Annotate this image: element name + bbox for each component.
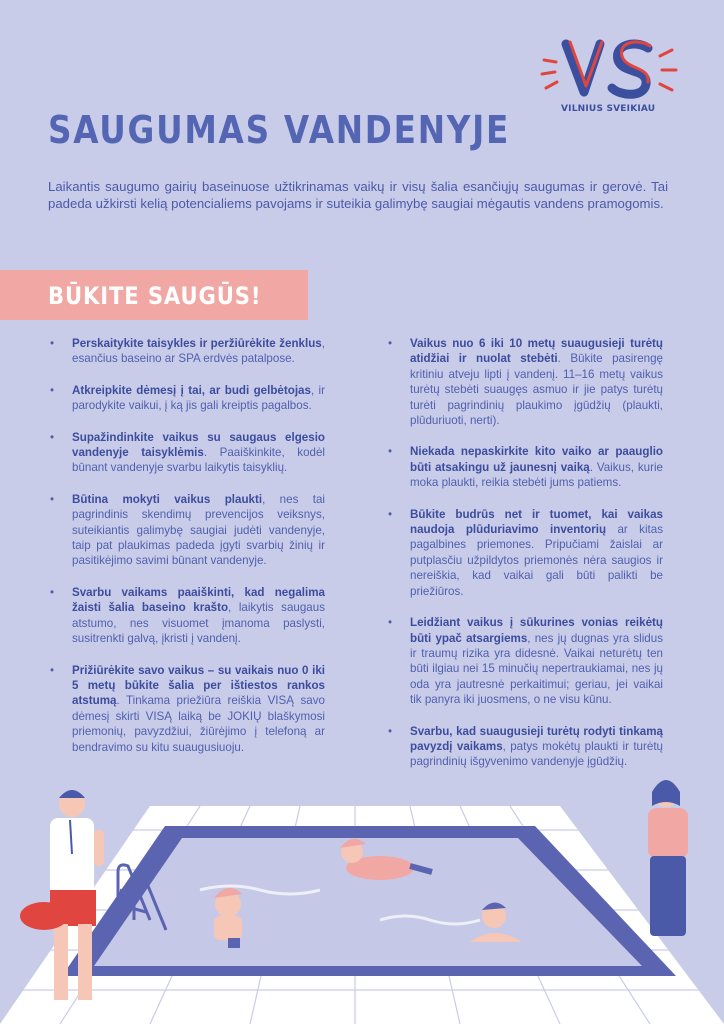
tip-text: , ir parodykite vaikui, į ką jis gali kreiptis pagalbos. (72, 383, 325, 413)
tip-text: , nes jų dugnas yra slidus ir traumų rizika yra didesnė. Vaikai neturėtų ten būti ilgiau nei 15 minučių nepertraukiamai, nes jų oda yra jautresnė perkaitimui; geriau, jei vaikai tik panyra iki juosmens, o ne visu kūnu. (410, 631, 664, 707)
left-tips-list (50, 336, 325, 771)
tip-highlight: Svarbu vaikams paaiškinti, kad negalima žaisti šalia baseino krašto (72, 585, 325, 615)
tip-text: ar kitas pagalbines priemones. Pripučiami žaislai ar putplasčiu užpildytos priemonės nėra saugios ir nereiškia, kad vaikai gali būti palikti be priežiūros. (410, 523, 663, 598)
tip-highlight: Atkreipkite dėmesį į tai, ar budi gelbėtojas (72, 383, 311, 397)
tip-highlight: Supažindinkite vaikus su saugaus elgesio vandenyje taisyklėmis (72, 430, 325, 460)
tip-text: , patys mokėtų plaukti ir turėtų pagrindinių išgyvenimo vandenyje įgūdžių. (410, 739, 663, 769)
intro-paragraph: Laikantis saugumo gairių baseinuose užtikrinamas vaikų ir visų šalia esančiųjų saugumas ir gerovė. Tai padeda užkirsti kelią potencialiems pavojams ir suteikia galimybę saugiai mėgautis vandens pramogomis. (48, 179, 668, 211)
tip-highlight: Svarbu, kad suaugusieji turėtų rodyti tinkamą pavyzdį vaikams (410, 724, 663, 753)
list-item (50, 585, 325, 647)
tip-highlight: Leidžiant vaikus į sūkurines vonias reikėtų būti ypač atsargiems (410, 616, 663, 645)
section-banner-title: BŪKITE SAUGŪS! (48, 282, 262, 310)
list-item (388, 444, 663, 490)
tip-text: , nes tai pagrindinis skendimų prevencijos veiksnys, suteikiantis galimybę saugiai judėti vandenyje, taip pat plaukimas padeda įgyti svarbių žinių ir pasitikėjimo savimi būnant vandenyje. (72, 492, 325, 568)
tip-text: . Būkite pasirengę kritiniu atveju lipti į vandenį. 11–16 metų vaikus turėtų stebėti suaugęs asmuo ir jie patys turėtų turėti pagrindinių plaukimo įgūdžių (plaukti, plūduriuoti, nerti). (410, 352, 664, 428)
list-item (50, 663, 325, 755)
tip-highlight: Perskaitykite taisykles ir peržiūrėkite ženklus (72, 337, 322, 350)
tip-text: , esančius baseino ar SPA erdvės patalpose. (72, 337, 325, 366)
list-item (50, 383, 325, 414)
page-title: SAUGUMAS VANDENYJE (48, 108, 511, 152)
list-item (388, 336, 663, 428)
list-item (50, 492, 325, 569)
list-item (50, 430, 325, 476)
list-item (388, 724, 663, 770)
mother-figure (648, 780, 688, 936)
list-item (388, 507, 663, 599)
list-item (388, 615, 663, 707)
tip-highlight: Būkite budrūs net ir tuomet, kai vaikas naudoja plūduriavimo inventorių (410, 507, 663, 537)
section-banner (0, 270, 308, 320)
tip-highlight: Vaikus nuo 6 iki 10 metų suaugusieji turėtų atidžiai ir nuolat stebėti (410, 337, 663, 366)
right-tips-list (388, 336, 663, 786)
pool-illustration (0, 770, 724, 1024)
list-item (50, 336, 325, 367)
tip-text: . Tinkama priežiūra reiškia VISĄ savo dėmesį skirti VISĄ laiką be JOKIŲ blaškymosi priemonių, pavyzdžiui, žiūrėjimo į telefoną ar bendravimo su kitu suaugusiuoju. (72, 694, 325, 754)
lifeguard-figure (20, 790, 104, 1000)
tip-highlight: Būtina mokyti vaikus plaukti (72, 492, 263, 506)
swimmer-child (214, 888, 242, 948)
tip-text: . Vaikus, kurie moka plaukti, reikia stebėti jums patiems. (410, 460, 663, 490)
logo-caption: VILNIUS SVEIKIAU (561, 104, 656, 114)
tip-text: , laikytis saugaus atstumo, nes visuomet įmanoma paslysti, susitrenkti galvą, įkristi į vandenį. (72, 601, 325, 646)
tip-highlight: Prižiūrėkite savo vaikus – su vaikais nuo 0 iki 5 metų būkite šalia per ištiestos rankos atstumą (72, 663, 325, 708)
tip-highlight: Niekada nepaskirkite kito vaiko ar paauglio būti atsakingu už jaunesnį vaiką (410, 445, 663, 474)
tip-text: . Paaiškinkite, kodėl būnant vandenyje svarbu laikytis taisyklių. (72, 446, 325, 475)
